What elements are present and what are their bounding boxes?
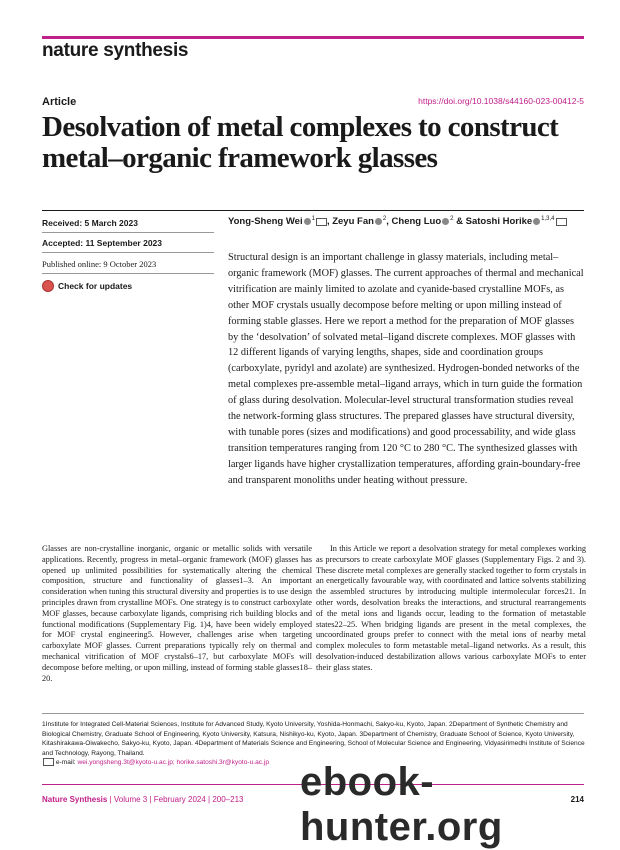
- check-updates-label: Check for updates: [58, 281, 133, 291]
- author-name[interactable]: Zeyu Fan: [332, 216, 374, 228]
- author-name[interactable]: Yong-Sheng Wei: [228, 216, 303, 228]
- page-footer: [42, 795, 243, 804]
- orcid-icon[interactable]: [442, 218, 449, 225]
- footer-journal: Nature Synthesis: [42, 795, 108, 804]
- email-icon[interactable]: [316, 218, 327, 226]
- body-column-right: In this Article we report a desolvation strategy for metal complexes working as precursors to create carboxylate MOF glasses (Supplementary Figs. 2 and 3). These discrete metal complexes are generally stacked together to form crystals in an energetically favourable way, with coordinated and lattice solvents stabilizing the assembled structures by introducing multiple intermolecular forces21. In other words, desolvation breaks the interactions, and structural rearrangements of the metal ions and ligands occur, leading to the formation of metastable states22–25. When bridging ligands are present in the metal complexes, the uncoordinated groups prefer to connect with the metal ions of nearby metal complex molecules to form metastable metal–ligand networks. As a result, this desolvation-induced destabilization allows various carboxylate MOFs to enter their glass states.: [316, 544, 586, 672]
- footer-volume: | Volume 3 | February 2024 | 200–213: [109, 795, 244, 804]
- header-rule: [42, 36, 584, 39]
- author-name[interactable]: Cheng Luo: [391, 216, 442, 228]
- email-label: e-mail:: [55, 759, 76, 766]
- abstract: Structural design is an important challenge in glassy materials, including metal–organic framework (MOF) glasses. The current approaches of thermal and mechanical vitrification are mainly limited to azolate and cyanide-based crystalline MOFs, as other MOF crystals usually decompose before melting or upon milling instead of forming stable glasses. Here we report a method for the preparation of MOF glasses by the ‘desolvation’ of solvated metal–ligand discrete complexes. MOF glasses with 12 different ligands of varying lengths, shapes, side and coordination groups (carboxylate, pyridyl and azolate) are synthesized. Hydrogen-bonded networks of the metal complexes pre-assemble metal–ligand arrays, which in turn guide the formation of glass during desolvation. Molecular-level structural transformation studies reveal the network-forming glass structures. The prepared glasses have structural diversity, with tunable pores (sizes and modifications) and good processability, and wide glass transition temperatures ranging from 120 °C to 280 °C. The synthesized glasses with larger ligands have higher crystallization temperatures, affording grain-boundary-free and transparent monoliths under heating without pressure.: [228, 252, 584, 486]
- orcid-icon[interactable]: [304, 218, 311, 225]
- author-affiliation: 1: [311, 216, 315, 222]
- meta-divider: [42, 273, 214, 274]
- author-name[interactable]: Satoshi Horike: [465, 216, 533, 228]
- article-title: Desolvation of metal complexes to construct metal–organic framework glasses: [42, 111, 559, 174]
- article-type: Article: [42, 96, 77, 108]
- check-updates-button[interactable]: [42, 280, 132, 292]
- published-date: Published online: 9 October 2023: [42, 259, 157, 269]
- affiliations-text: 1Institute for Integrated Cell-Material Sciences, Institute for Advanced Study, Kyoto University, Yoshida-Honmachi, Sakyo-ku, Kyoto, Japan. 2Department of Synthetic Chemistry and Biological Chemistry, Graduate School of Engineering, Kyoto University, Katsura, Nishikyo-ku, Kyoto, Japan. 3Department of Chemistry, Graduate School of Science, Kyoto University, Kitashirakawa-Oiwakecho, Sakyo-ku, Kyoto, Japan. 4Department of Materials Science and Engineering, School of Molecular Science and Engineering, Vidyasirimedhi Institute of Science and Technology, Rayong, Thailand.: [42, 721, 585, 757]
- check-updates-icon: [42, 280, 54, 292]
- page-number: 214: [570, 795, 584, 804]
- correspondence-emails[interactable]: wei.yongsheng.3t@kyoto-u.ac.jp; horike.satoshi.3r@kyoto-u.ac.jp: [77, 759, 269, 766]
- author-affiliation: 2: [450, 216, 454, 222]
- received-date: Received: 5 March 2023: [42, 218, 138, 228]
- meta-divider: [42, 232, 214, 233]
- body-column-left: Glasses are non-crystalline inorganic, organic or metallic solids with versatile applications. Recently, progress in metal–organic framework (MOF) glasses has opened up unlimited possibilities for systematically altering the chemical composition, structure and functionality of glasses1–3. An important consideration when tuning this structural diversity and properties is to use design principles drawn from crystalline MOFs. One strategy is to construct carboxylate MOF glasses, because carboxylate ligands, comprising rich building blocks and functional modifications (Supplementary Fig. 1)4, have been widely employed for MOF crystal engineering5. However, challenges arise when targeting carboxylate MOF glasses. Current preparations typically rely on thermal and mechanical vitrification of MOF crystals6–17, but carboxylate MOFs will decompose before melting, or upon milling, instead of forming stable glasses18–20.: [42, 544, 312, 683]
- author-affiliation: 1,3,4: [541, 216, 555, 222]
- watermark: ebook-hunter.org: [300, 760, 503, 849]
- email-icon[interactable]: [556, 218, 567, 226]
- title-rule: [42, 210, 584, 211]
- author-list: Yong-Sheng Wei $^1$ , Zeyu Fan $^2$, Cheng Luo $^2$ & Satoshi Horike $^{1,3,4}$: [228, 216, 588, 227]
- meta-divider: [42, 252, 214, 253]
- author-affiliation: 2: [382, 216, 387, 222]
- orcid-icon[interactable]: [375, 218, 382, 225]
- orcid-icon[interactable]: [533, 218, 540, 225]
- accepted-date: Accepted: 11 September 2023: [42, 238, 163, 248]
- email-icon: [43, 758, 54, 766]
- doi-link[interactable]: https://doi.org/10.1038/s44160-023-00412-5: [418, 96, 584, 106]
- journal-logo: nature synthesis: [42, 40, 189, 61]
- affiliations-rule: [42, 713, 584, 714]
